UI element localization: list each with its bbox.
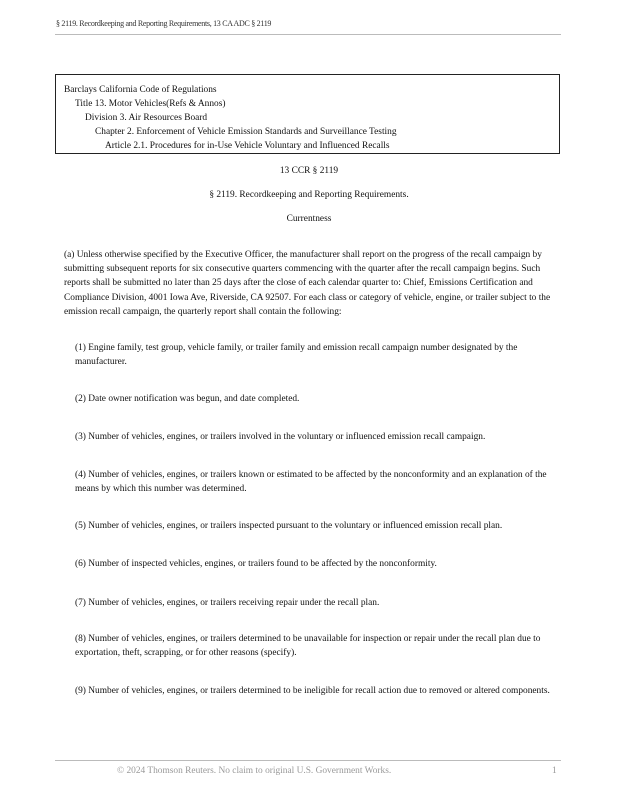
list-item-1: (1) Engine family, test group, vehicle family, or trailer family and emission recall campaign number designated by the manufacturer.	[75, 343, 518, 368]
copyright-notice: © 2024 Thomson Reuters. No claim to original U.S. Government Works.	[117, 766, 392, 776]
citation-box	[55, 74, 560, 154]
list-item-2: (2) Date owner notification was begun, and date completed.	[75, 394, 300, 404]
list-item-5: (5) Number of vehicles, engines, or trailers inspected pursuant to the voluntary or influenced emission recall plan.	[75, 521, 503, 531]
list-item-8: (8) Number of vehicles, engines, or trailers determined to be unavailable for inspection or repair under the recall plan due to exportation, theft, scrapping, or for other reasons (specify).	[75, 634, 541, 659]
currentness-link[interactable]: Currentness	[286, 214, 332, 224]
footer-divider	[55, 760, 561, 761]
list-item-7: (7) Number of vehicles, engines, or trailers receiving repair under the recall plan.	[75, 598, 380, 608]
article-link[interactable]: Article 2.1. Procedures for in-Use Vehicle Voluntary and Influenced Recalls	[105, 141, 390, 151]
list-item-6: (6) Number of inspected vehicles, engines, or trailers found to be affected by the nonconformity.	[75, 559, 437, 569]
list-item-4: (4) Number of vehicles, engines, or trailers known or estimated to be affected by the nonconformity and an explanation of the means by which this number was determined.	[75, 470, 547, 495]
header-divider	[55, 34, 561, 35]
list-item-9: (9) Number of vehicles, engines, or trailers determined to be ineligible for recall action due to removed or altered components.	[75, 686, 550, 696]
regulation-cite: 13 CCR § 2119	[279, 166, 339, 176]
publisher-line: Barclays California Code of Regulations	[64, 85, 217, 95]
chapter-link[interactable]: Chapter 2. Enforcement of Vehicle Emission Standards and Surveillance Testing	[95, 127, 397, 137]
title-link[interactable]: Title 13. Motor Vehicles(Refs & Annos)	[75, 99, 226, 109]
page-number: 1	[552, 766, 557, 776]
list-item-3: (3) Number of vehicles, engines, or trailers involved in the voluntary or influenced emission recall campaign.	[75, 432, 486, 442]
paragraph-a: (a) Unless otherwise specified by the Executive Officer, the manufacturer shall report on the progress of the recall campaign by submitting subsequent reports for six consecutive quarters commencing with the quarter after the recall campaign begins. Such reports shall be submitted no later than 25 days after the close of each calendar quarter to: Chief, Emissions Certification and Compliance Division, 4001 Iowa Ave, Riverside, CA 92507. For each class or category of vehicle, engine, or trailer subject to the emission recall campaign, the quarterly report shall contain the following:	[64, 250, 551, 317]
division-link[interactable]: Division 3. Air Resources Board	[85, 113, 208, 123]
running-header: § 2119. Recordkeeping and Reporting Requirements, 13 CA ADC § 2119	[56, 19, 272, 28]
section-title: § 2119. Recordkeeping and Reporting Requirements.	[209, 190, 409, 200]
